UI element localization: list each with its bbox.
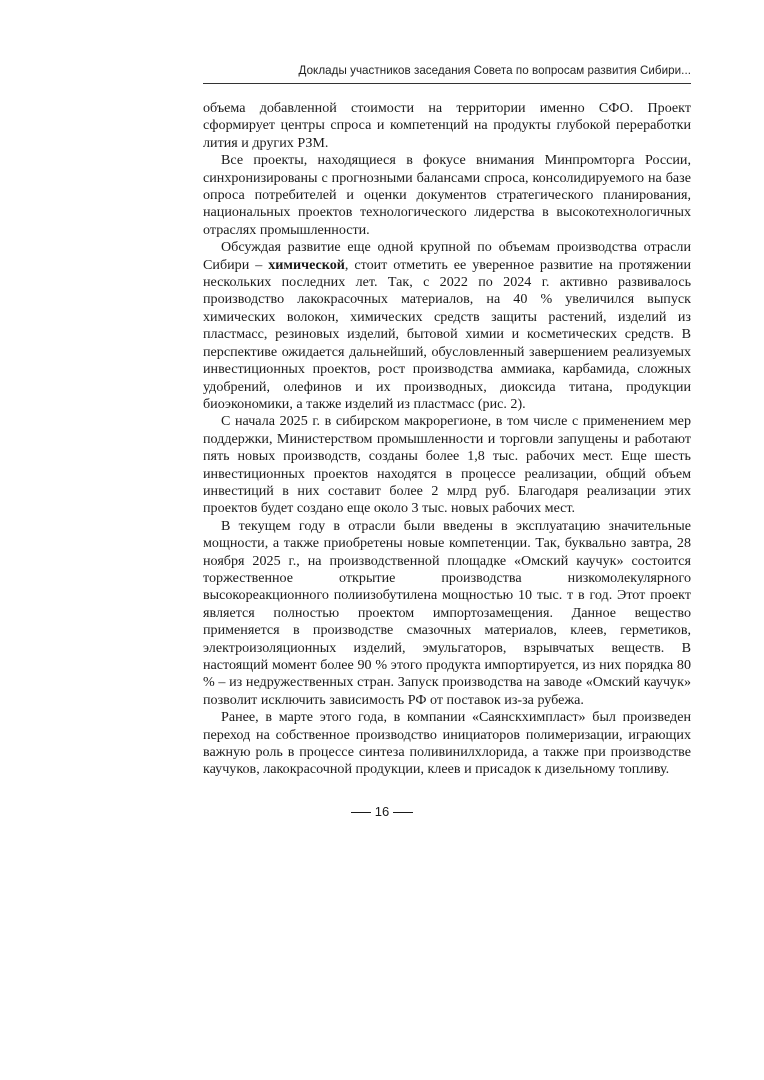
- page-number-dash-left: [351, 812, 371, 813]
- paragraph-6: Ранее, в марте этого года, в компании «Саянскхимпласт» был произведен переход на собственное производство инициаторов полимеризации, играющих важную роль в процессе синтеза поливинилхлорида, а также при производстве каучуков, лакокрасочной продукции, клеев и присадок к дизельному топливу.: [203, 709, 691, 778]
- paragraph-3-rest: , стоит отметить ее уверенное развитие на протяжении нескольких последних лет. Так, с 2022 по 2024 г. активно развивалось производство лакокрасочных материалов, на 40 % увеличился выпуск химических волокон, химических средств защиты растений, изделий из пластмасс, резиновых изделий, бытовой химии и косметических средств. В перспективе ожидается дальнейший, обусловленный завершением реализуемых инвестиционных проектов, рост производства аммиака, карбамида, сложных удобрений, олефинов и их производных, диоксида титана, продукции биоэкономики, а также изделий из пластмасс (рис. 2).: [203, 256, 692, 412]
- paragraph-5: В текущем году в отрасли были введены в эксплуатацию значительные мощности, а также приобретены новые компетенции. Так, буквально завтра, 28 ноября 2025 г., на производственной площадке «Омский каучук» состоится торжественное открытие производства низкомолекулярного высокореакционного полиизобутилена мощностью 10 тыс. т в год. Этот проект является полностью проектом импортозамещения. Данное вещество применяется в производстве смазочных материалов, клеев, герметиков, электроизоляционных изделий, эмульгаторов, взрывчатых веществ. В настоящий момент более 90 % этого продукта импортируется, из них порядка 80 % – из недружественных стран. Запуск производства на заводе «Омский каучук» позволит исключить зависимость РФ от поставок из-за рубежа.: [203, 517, 691, 708]
- page-footer: [0, 804, 764, 819]
- paragraph-3-bold-term: химической: [268, 256, 345, 273]
- page-number: 16: [374, 804, 390, 819]
- header-divider: [203, 83, 691, 84]
- running-header: Доклады участников заседания Совета по вопросам развития Сибири...: [298, 64, 691, 77]
- paragraph-3-lead: Обсуждая развитие еще одной крупной по объемам производства отрасли Сибири –: [203, 239, 691, 273]
- paragraph-2: Все проекты, находящиеся в фокусе внимания Минпромторга России, синхронизированы с прогнозными балансами спроса, консолидируемого на базе опроса потребителей и оценки документов стратегического планирования, национальных проектов технологического лидерства в высокотехнологичных отраслях промышленности.: [203, 152, 691, 238]
- page-number-dash-right: [393, 812, 413, 813]
- paragraph-4: С начала 2025 г. в сибирском макрорегионе, в том числе с применением мер поддержки, Министерством промышленности и торговли запущены и работают пять новых производств, созданы более 1,8 тыс. рабочих мест. Еще шесть инвестиционных проектов находятся в процессе реализации, общий объем инвестиций в них составит более 2 млрд руб. Благодаря реализации этих проектов будет создано еще около 3 тыс. новых рабочих мест.: [203, 413, 691, 517]
- paragraph-3: [203, 239, 691, 413]
- article-body: [203, 100, 691, 779]
- paragraph-1: объема добавленной стоимости на территории именно СФО. Проект сформирует центры спроса и компетенций на продукты глубокой переработки лития и других РЗМ.: [203, 100, 691, 151]
